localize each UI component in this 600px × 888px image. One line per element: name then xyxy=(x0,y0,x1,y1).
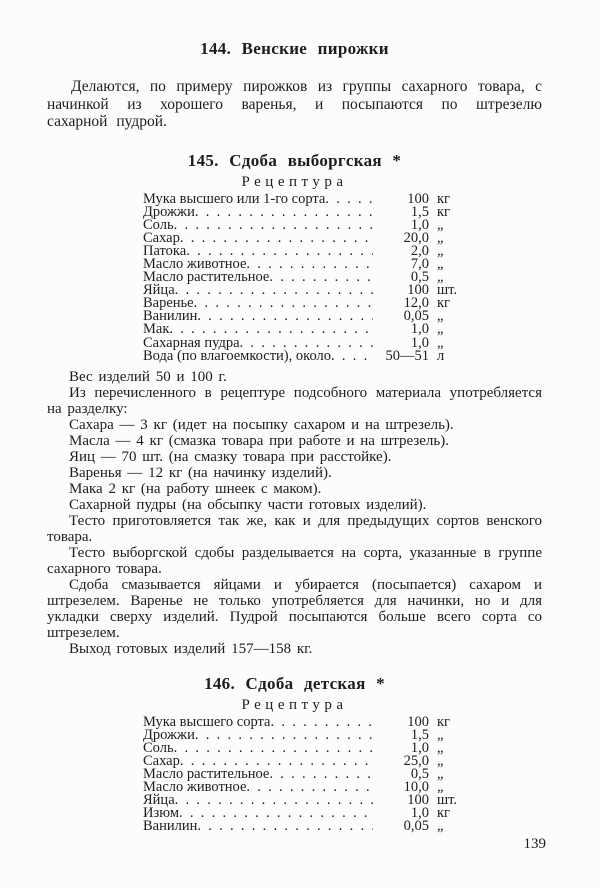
recipe-label-145: Рецептура xyxy=(241,173,348,190)
ingredient-amount: 2,0 xyxy=(410,242,429,259)
ingredient-name: Сахар xyxy=(143,753,180,769)
ingredient-amount: 1,0 xyxy=(410,739,429,756)
ingredient-amount: 0,5 xyxy=(410,269,429,286)
ingredient-unit: шт. xyxy=(437,282,458,299)
ingredient-amount: 7,0 xyxy=(410,255,429,272)
dot-leader xyxy=(195,206,373,219)
ingredient-unit: кг xyxy=(437,713,450,730)
paragraph: Яиц — 70 шт. (на смазку товара при расстойке). xyxy=(69,448,392,465)
ingredient-amount: 1,5 xyxy=(410,726,429,743)
ingredient-amount: 12,0 xyxy=(403,295,429,312)
ingredient-name: Изюм xyxy=(143,805,180,822)
ingredient-unit: „ xyxy=(437,321,444,338)
ingredient-unit: „ xyxy=(437,779,444,796)
ingredient-amount: 50—51 xyxy=(385,347,429,364)
ingredient-unit: „ xyxy=(437,818,444,835)
ingredient-unit: кг xyxy=(437,295,450,312)
recipe-table-146 xyxy=(143,713,467,835)
dot-leader xyxy=(179,807,373,820)
dot-leader xyxy=(246,781,373,794)
recipe-row xyxy=(143,347,467,364)
ingredient-name: Масло животное xyxy=(143,255,247,272)
ingredient-amount: 100 xyxy=(407,282,429,299)
ingredient-name: Сахар xyxy=(143,229,180,246)
ingredient-unit: кг xyxy=(437,203,450,220)
dot-leader xyxy=(174,742,373,755)
dot-leader xyxy=(270,716,373,729)
ingredient-unit: „ xyxy=(437,726,444,743)
paragraph: Вес изделий 50 и 100 г. xyxy=(69,368,227,385)
ingredient-amount: 1,0 xyxy=(410,805,429,822)
ingredient-unit: кг xyxy=(437,805,450,822)
dot-leader xyxy=(325,193,373,206)
dot-leader xyxy=(194,297,373,310)
ingredient-name: Сахарная пудра xyxy=(143,334,240,351)
ingredient-name: Дрожжи xyxy=(143,726,195,743)
ingredient-amount: 0,05 xyxy=(403,818,429,835)
ingredient-unit: „ xyxy=(437,216,444,233)
ingredient-amount: 1,0 xyxy=(410,321,429,338)
ingredient-name: Масло животное xyxy=(143,779,247,796)
section-title-145: 145. Сдоба выборгская * xyxy=(187,150,402,170)
ingredient-amount: 1,5 xyxy=(410,203,429,220)
ingredient-unit: „ xyxy=(437,308,444,325)
ingredient-unit: „ xyxy=(437,753,444,769)
paragraph: Выход готовых изделий 157—158 кг. xyxy=(69,640,313,657)
paragraph: Сахара — 3 кг (идет на посыпку сахаром и на штрезель). xyxy=(69,416,454,433)
page-number: 139 xyxy=(523,836,546,852)
ingredient-unit: „ xyxy=(437,229,444,246)
ingredient-amount: 100 xyxy=(407,792,429,809)
dot-leader xyxy=(197,310,373,323)
ingredient-amount: 1,0 xyxy=(410,216,429,233)
ingredient-name: Ванилин xyxy=(143,818,198,835)
ingredient-amount: 1,0 xyxy=(410,334,429,351)
ingredient-amount: 20,0 xyxy=(403,229,429,246)
ingredient-amount: 100 xyxy=(407,713,429,730)
ingredient-name: Патока xyxy=(143,242,187,259)
dot-leader xyxy=(174,219,373,232)
ingredient-unit: „ xyxy=(437,242,444,259)
ingredient-name: Ванилин xyxy=(143,308,198,325)
ingredient-name: Масло растительное xyxy=(143,269,270,286)
dot-leader xyxy=(269,271,373,284)
paragraph: Мака 2 кг (на работу шнеек с маком). xyxy=(69,480,322,497)
ingredient-amount: 0,5 xyxy=(410,766,429,783)
recipe-table-145 xyxy=(143,190,467,364)
ingredient-unit: „ xyxy=(437,766,444,783)
ingredient-name: Яйца xyxy=(143,792,175,809)
ingredient-unit: „ xyxy=(437,739,444,756)
section-145-body xyxy=(47,369,542,657)
dot-leader xyxy=(331,350,373,363)
dot-leader xyxy=(175,794,373,807)
ingredient-name: Мука высшего или 1-го сорта xyxy=(143,190,326,207)
ingredient-name: Соль xyxy=(143,216,174,233)
dot-leader xyxy=(197,820,373,833)
ingredient-unit: „ xyxy=(437,334,444,351)
paragraph: Сдоба смазывается яйцами и убирается (посыпается) сахаром и штрезелем. Варенье не только употребляется для начинки, но и для укладки сверху изделий. Пудрой посыпаются больше всего сорта со штрезелем. xyxy=(47,576,542,641)
ingredient-unit: „ xyxy=(437,255,444,272)
ingredient-name: Варенье xyxy=(143,295,194,312)
section-title-144: 144. Венские пирожки xyxy=(200,39,389,58)
ingredient-name: Мука высшего сорта xyxy=(143,713,271,730)
ingredient-amount: 25,0 xyxy=(403,753,429,769)
ingredient-unit: л xyxy=(437,347,445,364)
paragraph: Варенья — 12 кг (на начинку изделий). xyxy=(69,464,332,481)
ingredient-name: Масло растительное xyxy=(143,766,270,783)
dot-leader xyxy=(195,729,373,742)
ingredient-amount: 100 xyxy=(407,190,429,207)
paragraph: Тесто приготовляется так же, как и для предыдущих сортов венского товара. xyxy=(47,512,542,545)
paragraph: Делаются, по примеру пирожков из группы сахарного товара, с начинкой из хорошего варенья, и посыпаются по штрезелю сахарной пудрой. xyxy=(47,78,542,130)
ingredient-name: Яйца xyxy=(143,282,175,299)
section-title-146: 146. Сдоба детская * xyxy=(204,673,385,693)
dot-leader xyxy=(175,284,373,297)
paragraph: Тесто выборгской сдобы разделывается на сорта, указанные в группе сахарного товара. xyxy=(47,544,542,577)
paragraph: Масла — 4 кг (смазка товара при работе и на штрезель). xyxy=(69,432,449,449)
dot-leader xyxy=(269,768,373,781)
ingredient-name: Дрожжи xyxy=(143,203,195,220)
dot-leader xyxy=(180,232,373,245)
recipe-row xyxy=(143,820,467,833)
ingredient-amount: 10,0 xyxy=(403,779,429,796)
ingredient-unit: шт. xyxy=(437,792,458,809)
ingredient-name: Соль xyxy=(143,739,174,756)
ingredient-amount: 0,05 xyxy=(403,308,429,325)
paragraph: Сахарной пудры (на обсыпку части готовых изделий). xyxy=(69,496,427,513)
ingredient-name: Вода (по влагоемкости), около xyxy=(143,347,331,364)
paragraph: Из перечисленного в рецептуре подсобного материала употребляется на разделку: xyxy=(47,384,542,417)
ingredient-name: Мак xyxy=(143,321,170,338)
ingredient-unit: „ xyxy=(437,269,444,286)
ingredient-unit: кг xyxy=(437,190,450,207)
recipe-label-146: Рецептура xyxy=(241,696,348,713)
